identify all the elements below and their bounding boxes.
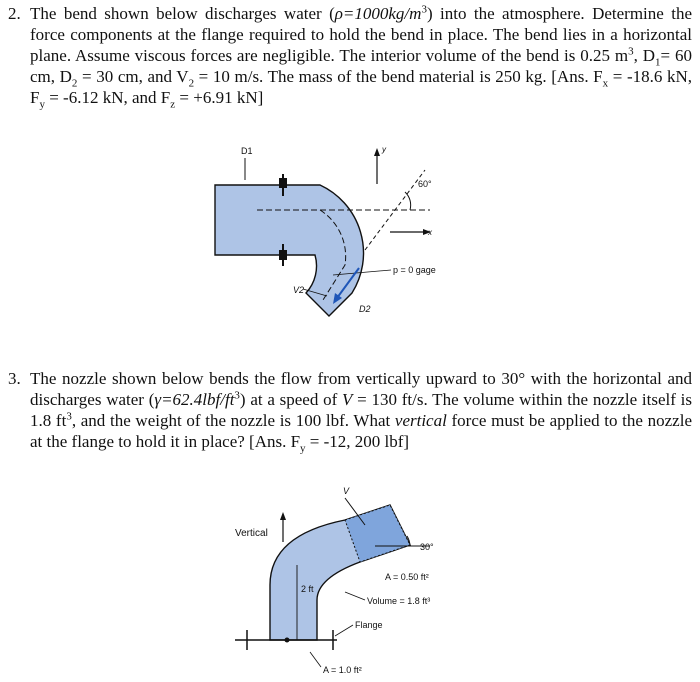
angle-label: 60° (418, 179, 432, 189)
problem-number: 3. (8, 369, 21, 388)
y-label: y (382, 145, 386, 154)
d1-label: D1 (241, 146, 253, 156)
d2-label: D2 (359, 304, 371, 314)
problem-text: The bend shown below discharges water $(\rho=1000kg/m^3)$ into the atmosphere. Determine the force components at the flange required to hold the bend in place. The bend lies in a horizontal plane. Assume viscous forces are negligible. The interior volume of the bend is 0.25 $m^3$, $D_1= 60$ cm, $D_2 = 30$ cm, and $V_2 = 10$ m/s. The mass of the bend material is 250 kg. [Ans. $F_x = -18.6$ kN, $F_y = -6.12$ kN, and $F_z = +6.91$ kN] (30, 3, 692, 111)
pressure-label: p = 0 gage (393, 265, 436, 275)
flange-label: Flange (355, 620, 383, 630)
flange-leader (335, 625, 353, 636)
x-label: x (428, 228, 432, 237)
bend-pipe (215, 185, 364, 316)
problem-text: The nozzle shown below bends the flow from vertically upward to 30° with the horizontal and discharges water $(\gamma=62.4lbf/ft^3)$ at a speed of V = 130 ft/s. The volume within the nozzle itself is 1.8 $ft^3$, and the weight of the nozzle is 100 lbf. What vertical force must be applied to the nozzle at the flange to hold it in place? [Ans. $F_y = -12$, 200 lbf] (30, 369, 693, 455)
volume-label: Volume = 1.8 ft³ (367, 596, 431, 606)
angle-arc (405, 192, 411, 210)
arrow-head-icon (374, 148, 380, 156)
v-label: V (343, 486, 350, 496)
problem-2 (8, 3, 692, 111)
inlet-leader (310, 652, 321, 667)
arrow-head-icon (280, 512, 286, 520)
nozzle-figure (225, 480, 475, 680)
centroid-dot (285, 638, 290, 643)
area-exit-label: A = 0.50 ft² (385, 572, 429, 582)
bend-figure (205, 140, 465, 325)
height-label: 2 ft (301, 584, 314, 594)
area-inlet-label: A = 1.0 ft² (323, 665, 362, 675)
vertical-label: Vertical (235, 528, 268, 539)
flange-bolt-icon (279, 250, 287, 260)
problem-number: 2. (8, 4, 21, 23)
v2-label: V2 (293, 285, 305, 295)
volume-leader (345, 592, 365, 600)
problem-3 (8, 368, 693, 455)
angle-label: 30° (420, 542, 434, 552)
flange-bolt-icon (279, 178, 287, 188)
